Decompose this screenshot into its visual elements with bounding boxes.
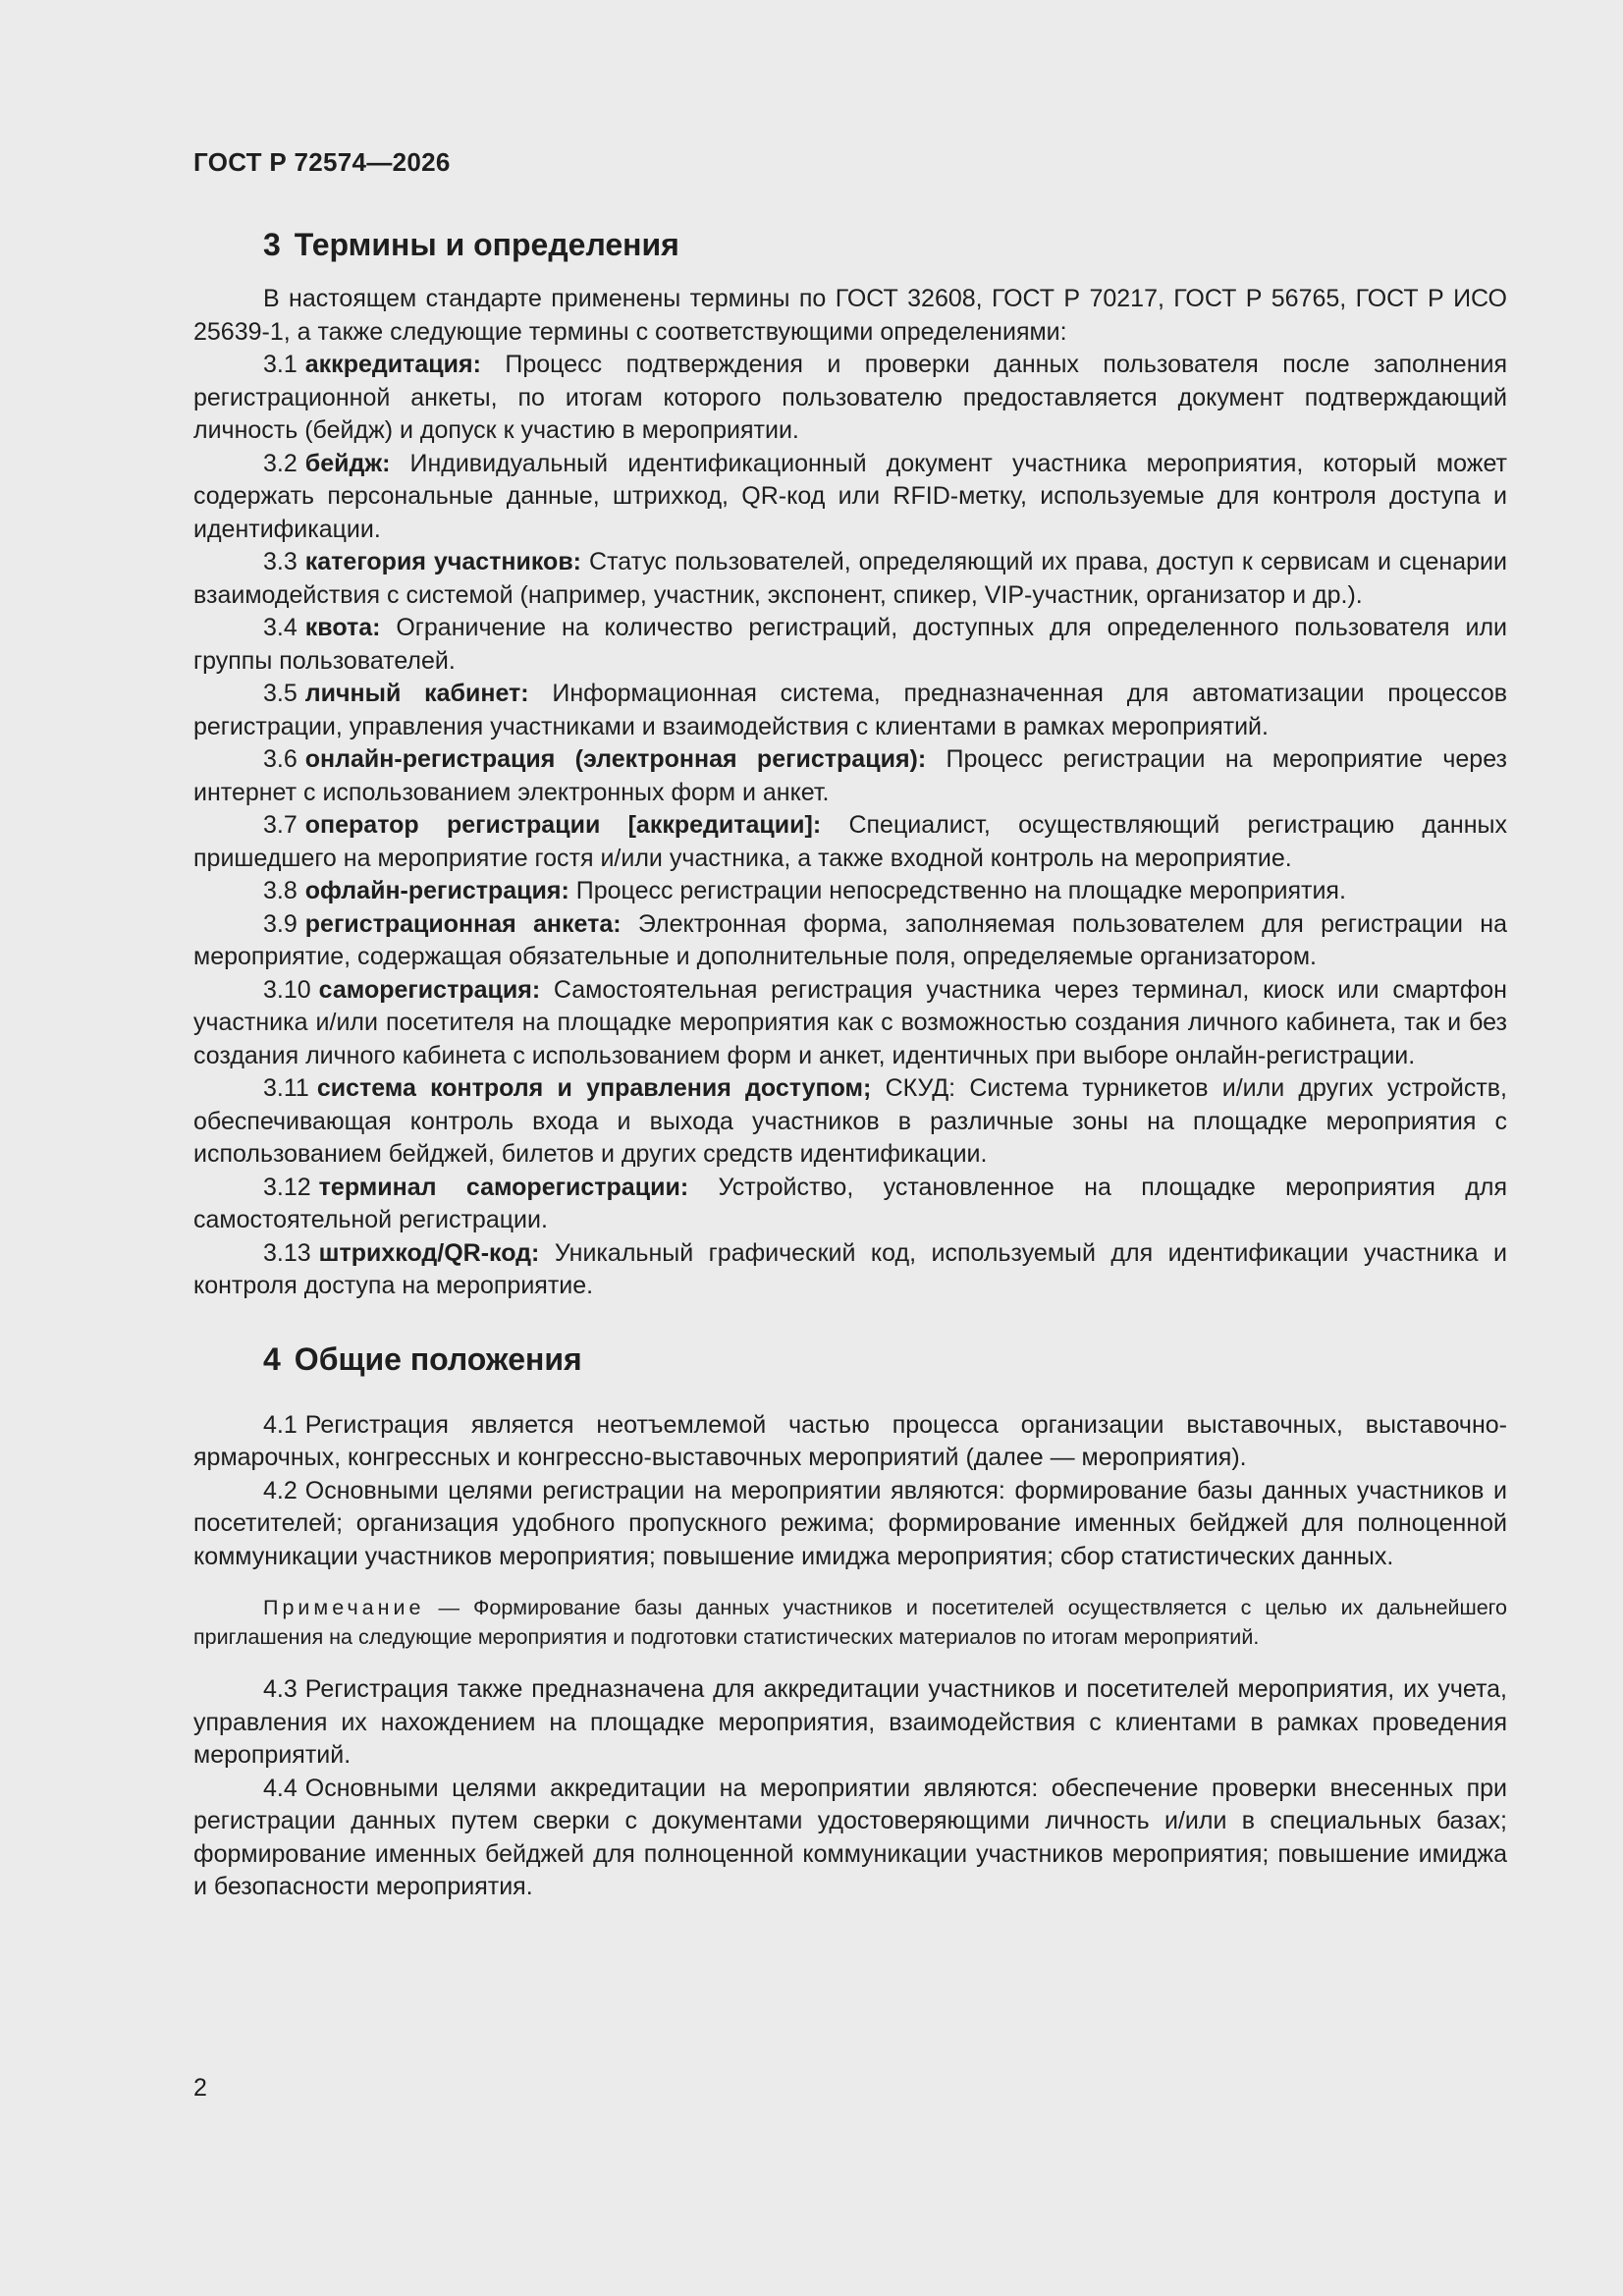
term-definition: Информационная система, предназначенная для автоматизации процессов регистрации, управления участниками и взаимодействия с клиентами в рамках мероприятий. xyxy=(193,680,1508,740)
term-entry xyxy=(193,1172,1507,1237)
term-definition: СКУД: Система турникетов и/или других устройств, обеспечивающая контроль входа и выхода участников в различные зоны на площадке мероприятия с использованием бейджей, билетов и других средств идентификации. xyxy=(193,1074,1507,1168)
term-name: квота: xyxy=(304,614,381,641)
term-entry xyxy=(193,1072,1507,1172)
term-name: аккредитация: xyxy=(304,351,481,378)
term-entry xyxy=(193,349,1507,448)
term-entry xyxy=(193,908,1507,974)
term-number: 3.2 xyxy=(263,449,298,477)
clause-text: Регистрация также предназначена для аккредитации участников и посетителей мероприятия, их учета, управления их нахождением на площадке мероприятия, взаимодействия с клиентами в рамках проведения мероприятий. xyxy=(193,1675,1507,1769)
term-entry xyxy=(193,743,1507,809)
clause-number: 4.3 xyxy=(263,1675,298,1703)
term-number: 3.12 xyxy=(263,1173,311,1201)
term-definition: Уникальный графический код, используемый для идентификации участника и контроля доступа на мероприятие. xyxy=(193,1238,1508,1299)
term-entry xyxy=(193,974,1507,1073)
term-definition: Электронная форма, заполняемая пользователем для регистрации на мероприятие, содержащая обязательные и дополнительные поля, определяемые организатором. xyxy=(193,909,1507,970)
term-number: 3.10 xyxy=(263,975,311,1004)
term-name: онлайн-регистрация (электронная регистрация): xyxy=(304,745,927,773)
note xyxy=(193,1593,1507,1652)
section-number: 4 xyxy=(263,1340,281,1377)
term-entry xyxy=(193,1237,1507,1303)
section-title: Общие положения xyxy=(294,1340,582,1377)
term-name: офлайн-регистрация: xyxy=(304,877,569,904)
clause xyxy=(193,1475,1507,1574)
term-entry xyxy=(193,809,1507,875)
term-number: 3.1 xyxy=(263,351,298,378)
clause-text: Регистрация является неотъемлемой частью процесса организации выставочных, выставочно-ярмарочных, конгрессных и конгрессно-выставочных мероприятий (далее — мероприятия). xyxy=(193,1410,1507,1471)
clause-number: 4.4 xyxy=(263,1774,298,1802)
term-name: саморегистрация: xyxy=(318,975,541,1004)
clause-text: Основными целями регистрации на мероприятии являются: формирование базы данных участников и посетителей; организация удобного пропускного режима; формирование именных бейджей для полноценной коммуникации участников мероприятия; повышение имиджа мероприятия; сбор статистических данных. xyxy=(193,1476,1507,1570)
term-name: личный кабинет: xyxy=(304,680,529,707)
term-entry xyxy=(193,448,1507,547)
term-definition: Процесс подтверждения и проверки данных пользователя после заполнения регистрационной анкеты, по итогам которого пользователю предоставляется документ подтверждающий личность (бейдж) и допуск к участию в мероприятии. xyxy=(193,351,1507,444)
term-number: 3.7 xyxy=(263,811,298,839)
term-name: оператор регистрации [аккредитации]: xyxy=(304,811,822,839)
term-definition: Специалист, осуществляющий регистрацию данных пришедшего на мероприятие гостя и/или участника, а также входной контроль на мероприятие. xyxy=(193,811,1507,872)
page-content xyxy=(193,222,1507,1904)
term-definition: Устройство, установленное на площадке мероприятия для самостоятельной регистрации. xyxy=(193,1173,1508,1233)
term-number: 3.13 xyxy=(263,1238,311,1267)
section-4-heading xyxy=(193,1337,1507,1382)
term-number: 3.9 xyxy=(263,909,298,938)
term-number: 3.3 xyxy=(263,548,298,575)
term-definition: Статус пользователей, определяющий их права, доступ к сервисам и сценарии взаимодействия с системой (например, участник, экспонент, спикер, VIP-участник, организатор и др.). xyxy=(193,548,1507,609)
term-number: 3.6 xyxy=(263,745,298,773)
term-name: штрихкод/QR-код: xyxy=(318,1238,540,1267)
term-name: категория участников: xyxy=(304,548,582,575)
term-definition: Самостоятельная регистрация участника через терминал, киоск или смартфон участника и/или посетителя на площадке мероприятия как с возможностью создания личного кабинета, так и без создания личного кабинета с использованием форм и анкет, идентичных при выборе онлайн-регистрации. xyxy=(193,975,1507,1069)
term-number: 3.11 xyxy=(263,1074,309,1102)
section-number: 3 xyxy=(263,227,281,262)
term-entry xyxy=(193,612,1507,678)
clause-text: Основными целями аккредитации на мероприятии являются: обеспечение проверки внесенных при регистрации данных путем сверки с документами удостоверяющими личность и/или в специальных базах; формирование именных бейджей для полноценной коммуникации участников мероприятия; повышение имиджа и безопасности мероприятия. xyxy=(193,1774,1507,1900)
term-entry xyxy=(193,546,1507,612)
term-number: 3.5 xyxy=(263,680,298,707)
term-name: регистрационная анкета: xyxy=(304,909,622,938)
note-label: Примечание xyxy=(263,1596,425,1619)
clause xyxy=(193,1409,1507,1475)
clause xyxy=(193,1673,1507,1773)
clause xyxy=(193,1773,1507,1904)
clause-number: 4.1 xyxy=(263,1410,298,1439)
term-name: терминал саморегистрации: xyxy=(318,1173,689,1201)
term-definition: Процесс регистрации непосредственно на площадке мероприятия. xyxy=(575,877,1346,904)
section-3-intro: В настоящем стандарте применены термины по ГОСТ 32608, ГОСТ Р 70217, ГОСТ Р 56765, ГОСТ Р ИСО 25639-1, а также следующие термины с соответствующими определениями: xyxy=(193,285,1507,346)
term-entry xyxy=(193,875,1507,908)
term-definition: Ограничение на количество регистраций, доступных для определенного пользователя или группы пользователей. xyxy=(193,614,1507,675)
term-number: 3.4 xyxy=(263,614,298,641)
document-header: ГОСТ Р 72574—2026 xyxy=(193,147,451,177)
term-definition: Процесс регистрации на мероприятие через интернет с использованием электронных форм и анкет. xyxy=(193,745,1508,806)
clause-number: 4.2 xyxy=(263,1476,298,1504)
section-3-heading xyxy=(193,222,1507,267)
page-number: 2 xyxy=(193,2074,207,2102)
term-definition: Индивидуальный идентификационный документ участника мероприятия, который может содержать персональные данные, штрихкод, QR-код или RFID-метку, используемые для контроля доступа и идентификации. xyxy=(193,449,1507,543)
section-title: Термины и определения xyxy=(294,227,679,262)
term-name: система контроля и управления доступом; xyxy=(316,1074,872,1102)
term-entry xyxy=(193,678,1507,743)
term-name: бейдж: xyxy=(304,449,391,477)
note-text: — Формирование базы данных участников и посетителей осуществляется с целью их дальнейшего приглашения на следующие мероприятия и подготовки статистических материалов по итогам мероприятий. xyxy=(193,1596,1507,1649)
term-number: 3.8 xyxy=(263,877,298,904)
